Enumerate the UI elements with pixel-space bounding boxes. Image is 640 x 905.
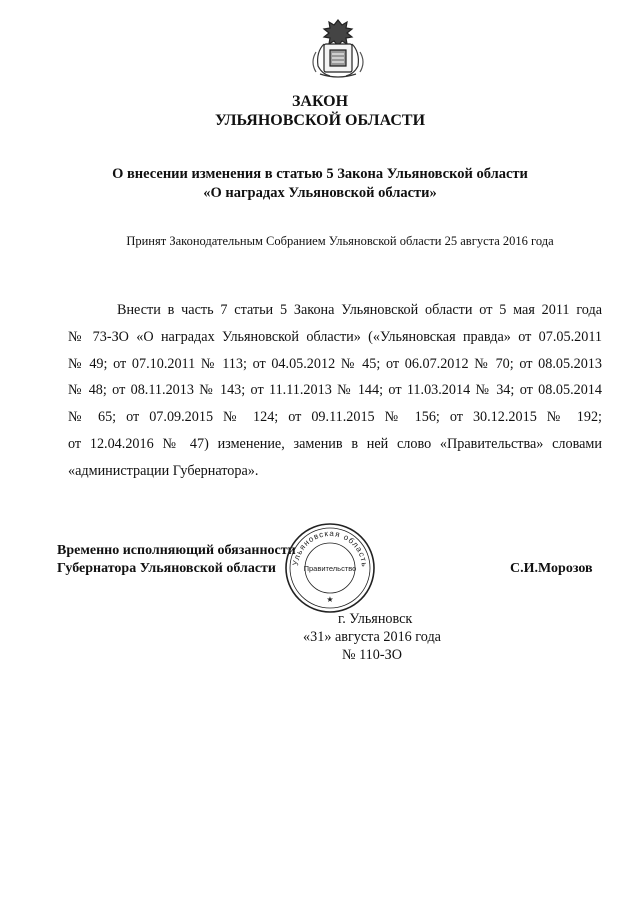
official-stamp [284,522,376,614]
body-line-4: № 48; от 08.11.2013 № 143; от 11.11.2013 № 144; от 11.03.2014 № 34; от 08.05.2014 [68,382,602,399]
signing-date: «31» августа 2016 года [303,629,441,645]
coat-of-arms-emblem [306,14,370,80]
adoption-note: Принят Законодательным Собранием Ульяновской области 25 августа 2016 года [126,234,554,248]
stamp-ring-text: Ульяновская область [291,528,370,569]
law-body [68,297,602,485]
body-line-1: Внести в часть 7 статьи 5 Закона Ульяновской области от 5 мая 2011 года [117,302,602,318]
subtitle-line-2: «О наградах Ульяновской области» [203,185,437,201]
signatory-name: С.И.Морозов [510,561,593,576]
title-line-1: ЗАКОН [291,93,349,110]
body-line-2: № 73-ЗО «О наградах Ульяновской области» («Ульяновская правда» от 07.05.2011 [68,328,602,345]
law-number: № 110-ЗО [342,647,402,663]
svg-text:Ульяновская область [291,529,369,568]
body-line-7: «администрации Губернатора». [68,462,259,479]
body-line-6: от 12.04.2016 № 47) изменение, заменив в ней слово «Правительства» словами [68,435,602,452]
document-title [0,92,640,130]
stamp-center-text: Правительство [303,564,357,573]
title-line-2: УЛЬЯНОВСКОЙ ОБЛАСТИ [214,112,426,129]
position-line-2: Губернатора Ульяновской области [57,561,276,576]
city: г. Ульяновск [338,611,413,627]
signatory-position [57,542,296,578]
body-line-5: № 65; от 07.09.2015 № 124; от 09.11.2015 № 156; от 30.12.2015 № 192; [68,409,602,426]
subtitle-line-1: О внесении изменения в статью 5 Закона Ульяновской области [112,166,528,182]
body-line-3: № 49; от 07.10.2011 № 113; от 04.05.2012 № 45; от 06.07.2012 № 70; от 08.05.2013 [68,355,602,372]
document-subtitle [0,165,640,203]
place-date-number [282,610,462,664]
position-line-1: Временно исполняющий обязанности [57,543,296,558]
stamp-star-icon: ★ [326,595,334,604]
